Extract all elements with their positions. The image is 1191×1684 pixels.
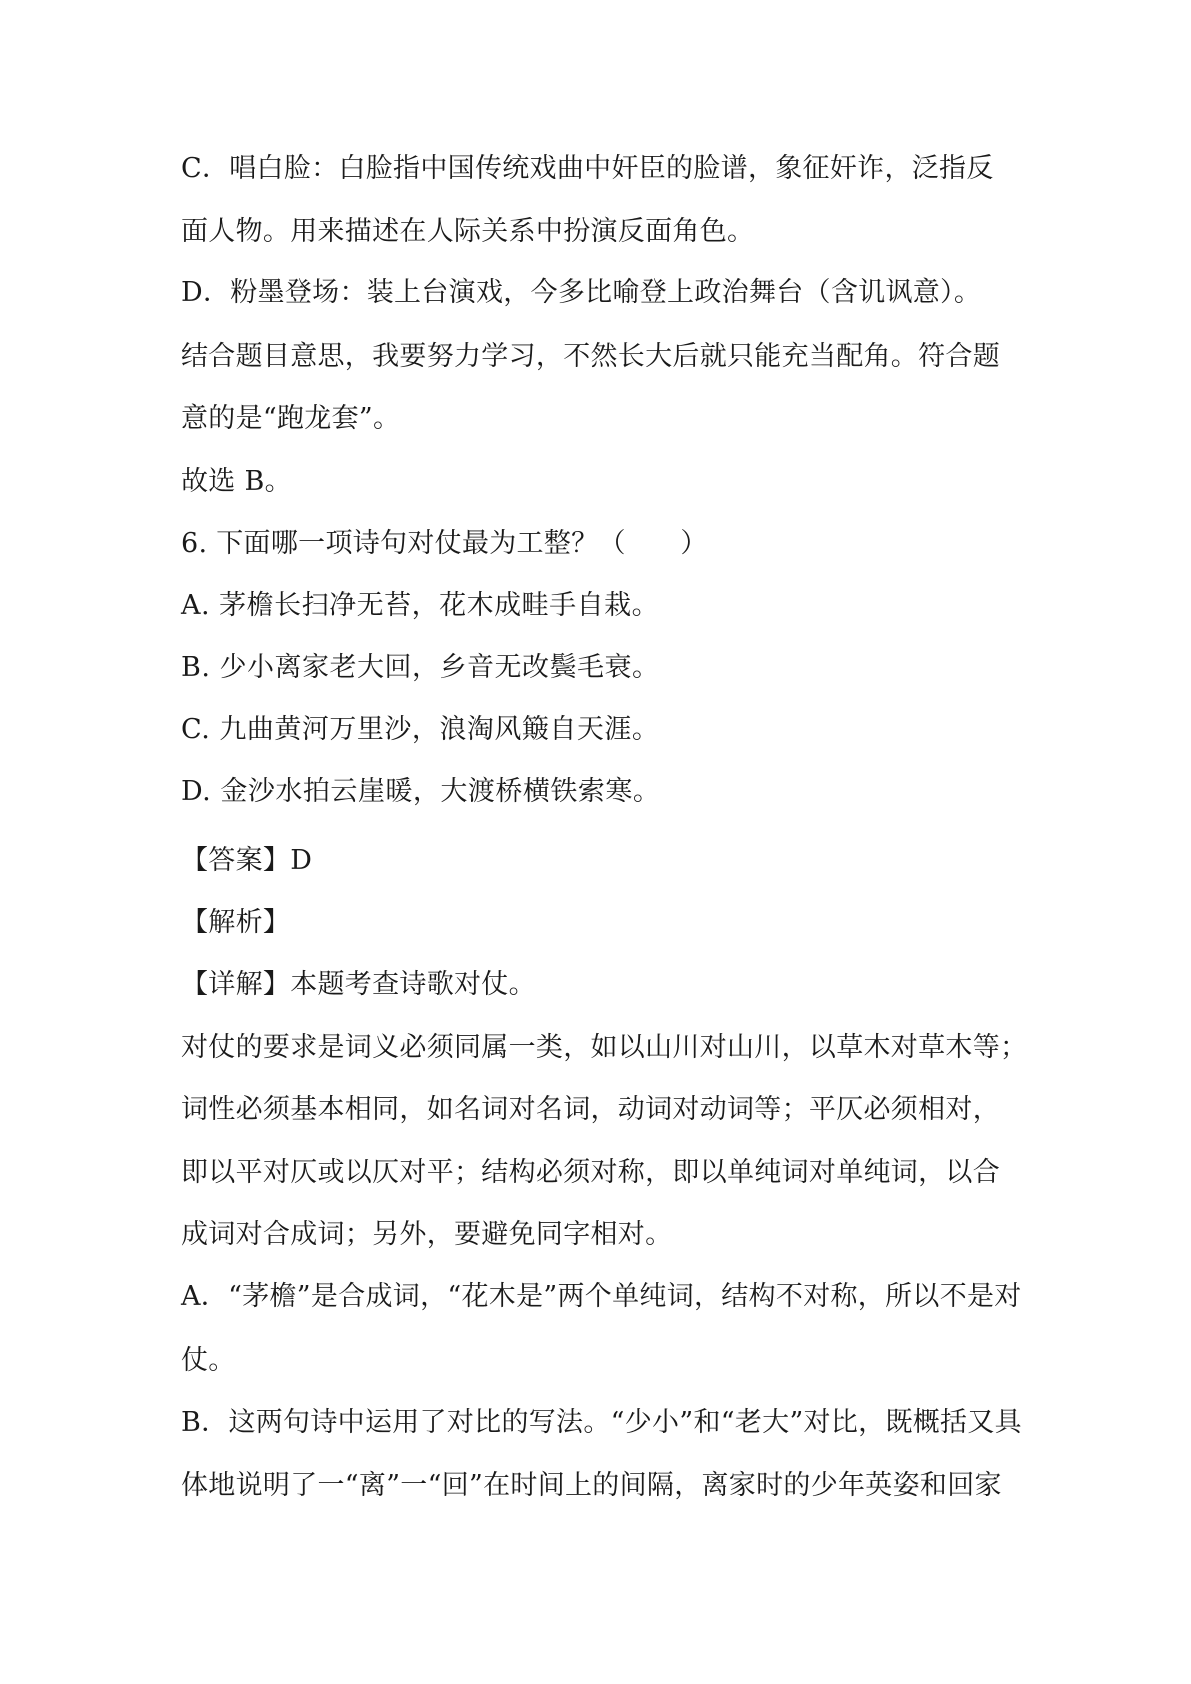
- detailed-explanation-heading: 【详解】本题考查诗歌对仗。: [181, 969, 536, 1000]
- explanation-paragraph-line-4: 成词对合成词；另外，要避免同字相对。: [181, 1219, 673, 1250]
- answer-label: 【答案】D: [181, 845, 313, 876]
- question-6-option-b: B. 少小离家老大回，乡音无改鬓毛衰。: [181, 652, 660, 683]
- option-a-analysis-line-1: A．“茅檐”是合成词，“花木是”两个单纯词，结构不对称，所以不是对: [181, 1281, 1022, 1312]
- paragraph-option-c-explanation-line-1: C．唱白脸：白脸指中国传统戏曲中奸臣的脸谱，象征奸诈，泛指反: [181, 153, 994, 184]
- option-b-analysis-line-2: 体地说明了一“离”一“回”在时间上的间隔，离家时的少年英姿和回家: [181, 1470, 1002, 1501]
- paragraph-choice-b: 故选 B。: [181, 466, 292, 497]
- paragraph-option-c-explanation-line-2: 面人物。用来描述在人际关系中扮演反面角色。: [181, 216, 755, 247]
- question-6-stem: 6. 下面哪一项诗句对仗最为工整？（ ）: [181, 528, 708, 559]
- analysis-label: 【解析】: [181, 907, 291, 938]
- paragraph-conclusion-line-2: 意的是“跑龙套”。: [181, 403, 401, 434]
- paragraph-option-d-explanation: D．粉墨登场：装上台演戏，今多比喻登上政治舞台（含讥讽意）。: [181, 277, 982, 308]
- option-b-analysis-line-1: B．这两句诗中运用了对比的写法。“少小”和“老大”对比，既概括又具: [181, 1407, 1022, 1438]
- explanation-paragraph-line-3: 即以平对仄或以仄对平；结构必须对称，即以单纯词对单纯词，以合: [181, 1157, 1000, 1188]
- explanation-paragraph-line-1: 对仗的要求是词义必须同属一类，如以山川对山川，以草木对草木等；: [181, 1032, 1028, 1063]
- question-6-option-c: C. 九曲黄河万里沙，浪淘风簸自天涯。: [181, 714, 660, 745]
- question-6-option-a: A. 茅檐长扫净无苔，花木成畦手自栽。: [181, 590, 660, 621]
- explanation-paragraph-line-2: 词性必须基本相同，如名词对名词，动词对动词等；平仄必须相对，: [181, 1094, 1000, 1125]
- paragraph-conclusion-line-1: 结合题目意思，我要努力学习，不然长大后就只能充当配角。符合题: [181, 341, 1000, 372]
- question-6-option-d: D. 金沙水拍云崖暖，大渡桥横铁索寒。: [181, 776, 661, 807]
- option-a-analysis-line-2: 仗。: [181, 1345, 236, 1376]
